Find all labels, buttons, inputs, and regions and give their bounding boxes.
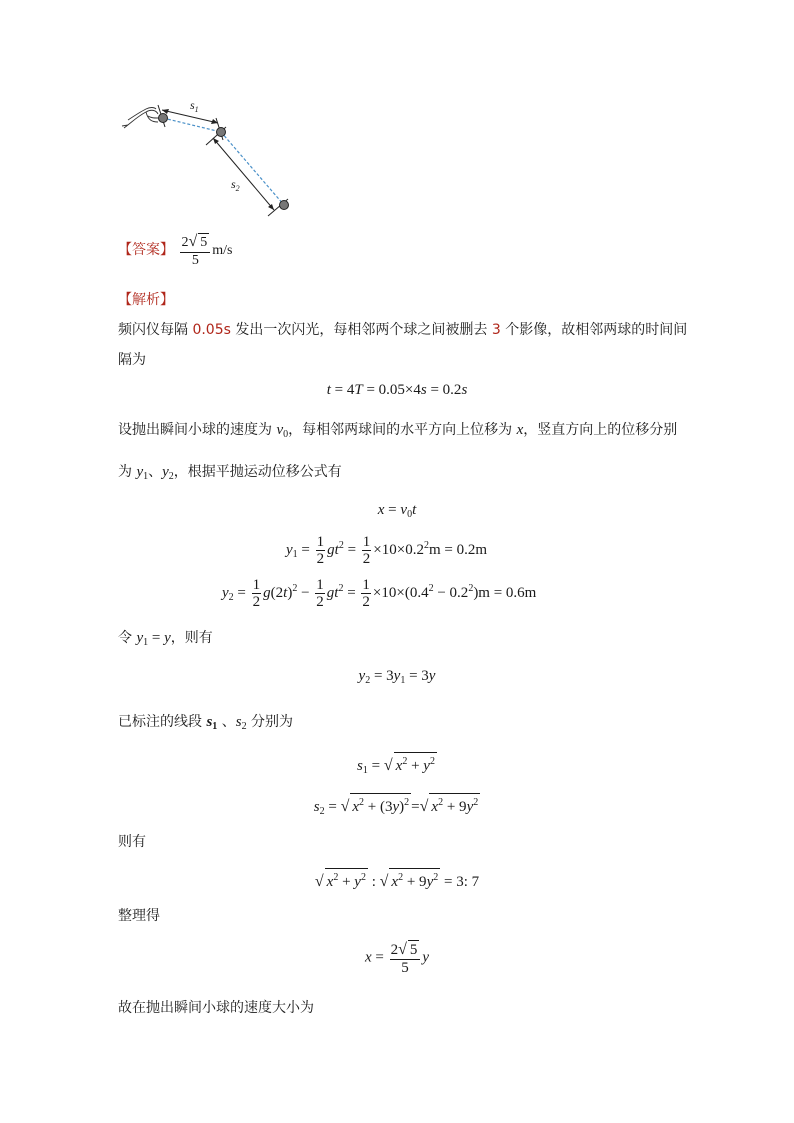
para-7: 故在抛出瞬间小球的速度大小为 [118,1000,314,1016]
hand-icon [122,108,158,129]
trajectory-line-1 [163,118,221,132]
equation-x: $x = v_0t$ [377,502,417,520]
projectile-figure [118,92,308,222]
para-2-line-2: 为 $y_1$、$y_2$，根据平抛运动位移公式有 [118,464,342,482]
equation-x-result: x = $\frac{2√ 5}{5}$ y [364,941,430,976]
ball-3 [280,201,289,210]
answer-unit: m/s [212,243,233,258]
equation-s1: $s_1$ = √ $x^2 + y^2$ [0,752,794,776]
s2-label: $s_2$ [231,177,240,193]
answer-fraction: $\frac{2√ 5}{5}$ [180,233,210,269]
analysis-tag: 【解析】 [118,292,174,308]
equation-time-interval: t = 4T = 0.05×4s = 0.2s [326,382,468,398]
para-1-line-1: 频闪仪每隔 0.05s 发出一次闪光，每相邻两个球之间被删去 3 个影像，故相邻两球的时间间 [118,322,688,338]
para-4: 已标注的线段 $s_1$ 、$s_2$ 分别为 [118,714,294,732]
equation-y2: $y_2$ = $\frac{1}{2}$ $g(2t)^2$ − $\frac{1}{2}$ $gt^2$ = $\frac{1}{2}$ $\times 10\times(0.4^2 - 0.2^2)m = 0.6m$ [222,577,537,610]
para-5: 则有 [118,834,146,850]
para-3: 令 $y_1 = y$，则有 [118,630,213,648]
para-6: 整理得 [118,908,160,924]
ball-1 [159,114,168,123]
equation-s2: $s_2$ = √ $x^2 + (3y)^2$ =√ $x^2 + 9y^2$ [0,793,794,817]
s2-arrow [213,138,274,210]
equation-ratio: √ $x^2 + y^2$ : √ $x^2 + 9y^2 = 3$: 7 [0,868,794,891]
answer-line [118,232,232,269]
equation-y2-3y: $y_2 = 3y_1 = 3y$ [358,668,436,686]
equation-y1: $y_1$ = $\frac{1}{2}$ $gt^2$ = $\frac{1}{2}$ $\times 10\times 0.2^2m = 0.2m$ [286,534,487,567]
answer-tag: 【答案】 [118,242,174,258]
ball-2 [217,128,226,137]
s1-label: $s_1$ [190,98,199,114]
para-2-line-1: 设抛出瞬间小球的速度为 $v_0$，每相邻两球间的水平方向上位移为 x，竖直方向上的位移分别 [118,422,678,440]
para-1-line-2: 隔为 [118,352,146,368]
trajectory-line-2 [221,132,284,205]
